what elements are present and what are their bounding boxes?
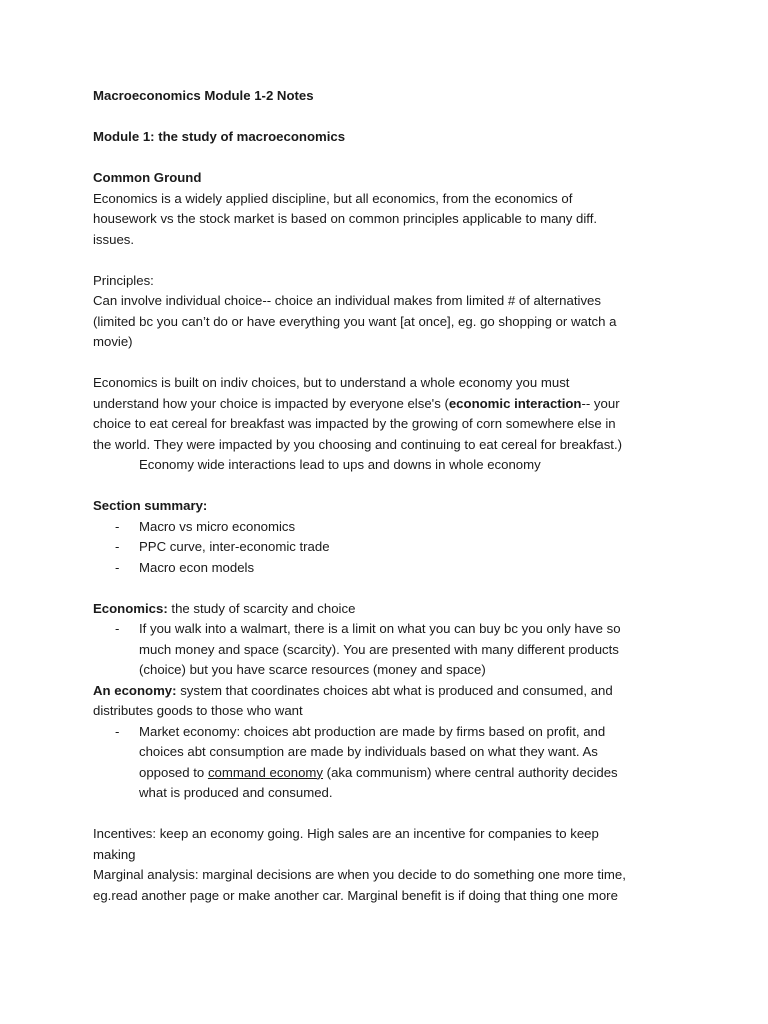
common-ground-line: issues. (93, 231, 135, 247)
economics-item-text: If you walk into a walmart, there is a limit on what you can buy bc you only have so (139, 621, 621, 636)
command-economy-term: command economy (207, 764, 324, 780)
marginal-analysis-line: Marginal analysis: marginal decisions are when you decide to do something one more time, (93, 867, 626, 882)
principles-label: Principles: (93, 272, 154, 288)
interaction-line (93, 394, 678, 415)
section-summary-heading: Section summary: (93, 498, 208, 513)
spacer (93, 476, 678, 497)
document-title: Macroeconomics Module 1-2 Notes (93, 88, 314, 103)
common-ground-line: Economics is a widely applied discipline, but all economics, from the economics of (93, 190, 573, 206)
marginal-analysis-line: eg.read another page or make another car. Marginal benefit is if doing that thing one more (93, 887, 618, 903)
economy-item-text: opposed to (139, 764, 208, 780)
spacer (93, 107, 678, 128)
economics-definition-text: the study of scarcity and choice (167, 600, 356, 616)
summary-list-item (93, 558, 678, 579)
incentives-line: making (93, 846, 136, 862)
economics-item-continuation: much money and space (scarcity). You are presented with many different products (139, 641, 619, 657)
economy-definition (93, 681, 678, 702)
economy-item-continuation: what is produced and consumed. (139, 785, 333, 800)
spacer (93, 804, 678, 825)
summary-list-item (93, 537, 678, 558)
bullet-dash: - (115, 621, 120, 636)
bullet-dash: - (115, 518, 120, 534)
economics-term: Economics: (93, 600, 168, 616)
interaction-text: -- your (581, 395, 620, 411)
interaction-indented-line: Economy wide interactions lead to ups and downs in whole economy (139, 457, 541, 472)
interaction-line: choice to eat cereal for breakfast was impacted by the growing of corn somewhere else in (93, 416, 616, 431)
economy-definition-line: distributes goods to those who want (93, 703, 303, 718)
principles-line: movie) (93, 334, 133, 349)
economy-item-text: Market economy: choices abt production are made by firms based on profit, and (139, 723, 606, 739)
principles-line: (limited bc you can’t do or have everything you want [at once], eg. go shopping or watch a (93, 313, 617, 329)
interaction-text: understand how your choice is impacted by everyone else's ( (93, 395, 449, 411)
summary-item-text: Macro econ models (139, 559, 255, 575)
interaction-line: the world. They were impacted by you choosing and continuing to eat cereal for breakfast.) (93, 436, 623, 452)
economy-item-continuation: choices abt consumption are made by individuals based on what they want. As (139, 744, 598, 759)
spacer (93, 148, 678, 169)
document-page (93, 86, 678, 906)
economy-term: An economy: (93, 682, 177, 698)
economics-item-continuation: (choice) but you have scarce resources (money and space) (139, 662, 486, 677)
bullet-dash: - (115, 539, 120, 554)
common-ground-line: housework vs the stock market is based on common principles applicable to many diff. (93, 211, 598, 226)
economics-list-item (93, 619, 678, 640)
spacer (93, 578, 678, 599)
interaction-line: Economics is built on indiv choices, but to understand a whole economy you must (93, 375, 570, 390)
bullet-dash: - (115, 559, 120, 575)
economy-item-text: (aka communism) where central authority decides (323, 764, 618, 780)
principles-line: Can involve individual choice-- choice an individual makes from limited # of alternatives (93, 293, 601, 308)
spacer (93, 250, 678, 271)
economy-item-continuation (93, 763, 678, 784)
economy-list-item (93, 722, 678, 743)
module1-heading: Module 1: the study of macroeconomics (93, 129, 346, 144)
summary-list-item (93, 517, 678, 538)
bullet-dash: - (115, 723, 120, 739)
economy-definition-text: system that coordinates choices abt what is produced and consumed, and (176, 682, 613, 698)
spacer (93, 353, 678, 374)
incentives-line: Incentives: keep an economy going. High sales are an incentive for companies to keep (93, 826, 599, 841)
economics-definition (93, 599, 678, 620)
common-ground-heading: Common Ground (93, 170, 202, 185)
summary-item-text: PPC curve, inter-economic trade (139, 539, 330, 554)
summary-item-text: Macro vs micro economics (139, 518, 296, 534)
economic-interaction-term: economic interaction (448, 395, 582, 411)
